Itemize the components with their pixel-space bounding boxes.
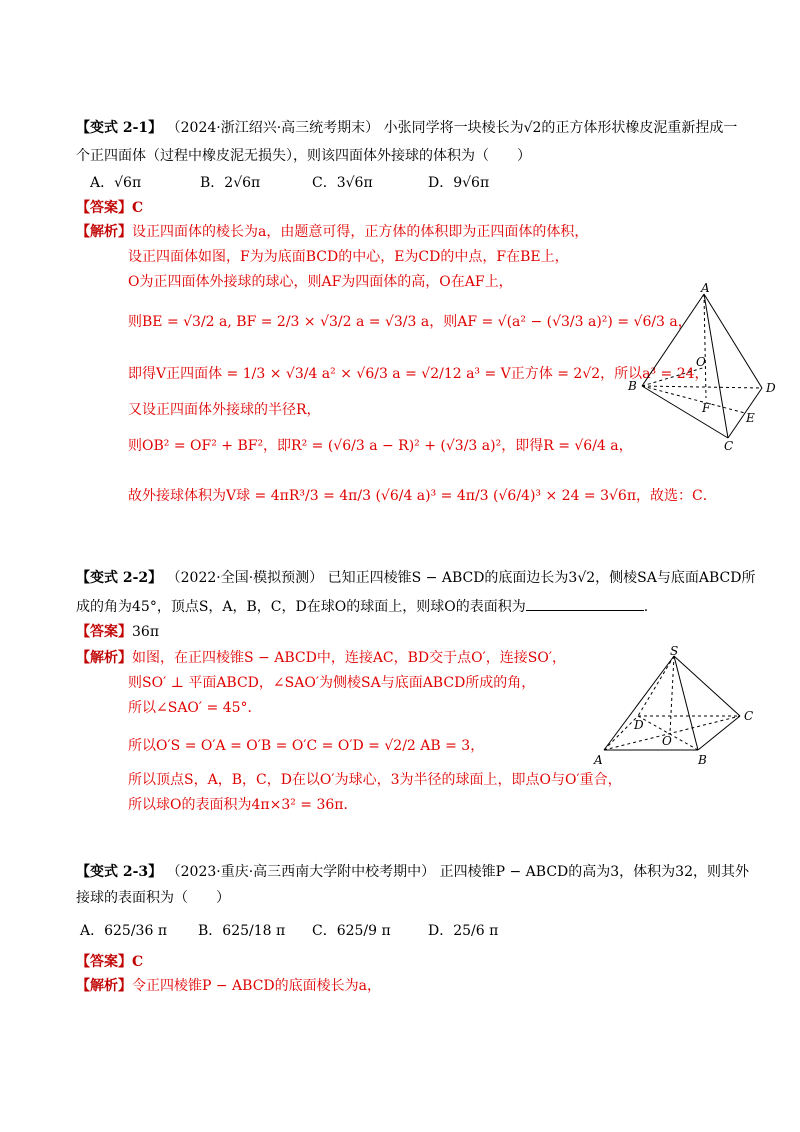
p2-answer-value: 36π <box>132 624 160 640</box>
p1-analysis-s1: 设正四面体的棱长为a，由题意可得，正方体的体积即为正四面体的体积， <box>132 224 589 240</box>
p1-question-text1: 小张同学将一块棱长为√2的正方体形状橡皮泥重新捏成一 <box>383 120 738 136</box>
p1-analysis-s6: 又设正四面体外接球的半径R， <box>128 402 321 418</box>
fig1-label-e: E <box>746 411 755 425</box>
p1-analysis-s7: 则OB² = OF² + BF²，即R² = (√6/3 a − R)² + (√3/3 a)²，即得R = √6/4 a， <box>128 438 633 454</box>
p3-option-a: A．625/36 π <box>80 923 168 939</box>
fig1-label-c: C <box>724 439 734 452</box>
p3-answer-label: 【答案】 <box>76 954 132 970</box>
p1-question-line1 <box>76 118 737 138</box>
p2-question-text1: 已知正四棱锥S − ABCD的底面边长为3√2，侧棱SA与底面ABCD所 <box>327 570 756 586</box>
fig2-label-d: D <box>634 718 644 732</box>
p1-option-d: D．9√6π <box>428 175 490 191</box>
p2-analysis-s5: 所以顶点S，A，B，C，D在以O′为球心，3为半径的球面上，即点O与O′重合， <box>128 772 622 788</box>
p2-question-text2: 成的角为45°，顶点S，A，B，C，D在球O的球面上，则球O的表面积为 <box>76 599 526 615</box>
p3-analysis-line1 <box>76 976 381 996</box>
p2-heading: 【变式 2-2】 <box>76 570 163 586</box>
p2-analysis-s4: 所以O′S = O′A = O′B = O′C = O′D = √2/2 AB = 3， <box>128 738 485 754</box>
p2-answer-label: 【答案】 <box>76 624 132 640</box>
tetrahedron-figure <box>620 282 785 452</box>
p3-question-line2: 接球的表面积为（ ） <box>76 890 230 906</box>
fig1-label-d: D <box>766 381 776 395</box>
p3-analysis-label: 【解析】 <box>76 978 132 994</box>
p1-heading: 【变式 2-1】 <box>76 120 163 136</box>
p2-analysis-s1: 如图，在正四棱锥S − ABCD中，连接AC，BD交于点O′，连接SO′， <box>132 650 567 666</box>
p2-answer-blank <box>526 596 644 611</box>
p1-answer-value: C <box>132 200 144 216</box>
p2-question-line2 <box>76 596 648 617</box>
p2-analysis-s6: 所以球O的表面积为4π×3² = 36π． <box>128 797 358 813</box>
p2-question-line1 <box>76 568 755 588</box>
p2-source: （2022·全国·模拟预测） <box>166 570 324 586</box>
p2-question-end: . <box>643 599 649 615</box>
fig2-label-b: B <box>698 753 707 767</box>
p2-answer-line <box>76 622 159 642</box>
pyramid-figure <box>590 646 765 772</box>
p2-analysis-s2: 则SO′ ⊥ 平面ABCD，∠SAO′为侧棱SA与底面ABCD所成的角， <box>128 675 536 691</box>
p3-option-d: D．25/6 π <box>428 923 499 939</box>
p1-analysis-s5: 即得V正四面体 = 1/3 × √3/4 a² × √6/3 a = √2/12 a³ = V正方体 = 2√2，所以a³ = 24， <box>128 366 709 382</box>
p2-analysis-s3: 所以∠SAO′ = 45°． <box>128 700 262 716</box>
fig2-label-o: O <box>662 734 672 748</box>
p2-analysis-label: 【解析】 <box>76 650 132 666</box>
p1-option-c: C．3√6π <box>312 175 373 191</box>
fig2-label-s: S <box>670 646 679 658</box>
p1-source: （2024·浙江绍兴·高三统考期末） <box>166 120 380 136</box>
p3-analysis-s1: 令正四棱锥P − ABCD的底面棱长为a， <box>132 978 381 994</box>
p1-analysis-label: 【解析】 <box>76 224 132 240</box>
p3-heading: 【变式 2-3】 <box>76 864 163 880</box>
p1-analysis-s2: 设正四面体如图，F为为底面BCD的中心，E为CD的中点，F在BE上， <box>128 249 569 265</box>
fig2-label-c: C <box>744 709 754 723</box>
p3-question-text1: 正四棱锥P − ABCD的高为3，体积为32，则其外 <box>439 864 749 880</box>
p3-source: （2023·重庆·高三西南大学附中校考期中） <box>166 864 436 880</box>
p1-option-a: A．√6π <box>90 175 142 191</box>
fig2-label-a: A <box>594 753 603 767</box>
p3-option-b: B．625/18 π <box>198 923 286 939</box>
p3-answer-value: C <box>132 954 144 970</box>
fig1-label-f: F <box>702 401 711 415</box>
p1-analysis-line1 <box>76 222 588 242</box>
fig1-label-b: B <box>628 379 637 393</box>
p1-analysis-s8: 故外接球体积为V球 = 4πR³/3 = 4π/3 (√6/4 a)³ = 4π/3 (√6/4)³ × 24 = 3√6π，故选：C． <box>128 488 717 504</box>
p1-analysis-s4: 则BE = √3/2 a, BF = 2/3 × √3/2 a = √3/3 a，则AF = √(a² − (√3/3 a)²) = √6/3 a， <box>128 314 692 330</box>
p1-answer-label: 【答案】 <box>76 200 132 216</box>
p3-question-line1 <box>76 862 749 882</box>
p2-analysis-line1 <box>76 648 566 668</box>
p3-option-c: C．625/9 π <box>312 923 391 939</box>
fig1-label-a: A <box>701 282 710 295</box>
p1-option-b: B．2√6π <box>200 175 261 191</box>
p3-answer-line <box>76 952 143 972</box>
p1-question-line2: 个正四面体（过程中橡皮泥无损失），则该四面体外接球的体积为（ ） <box>76 148 531 164</box>
p1-answer-line <box>76 198 143 218</box>
fig1-label-o: O <box>696 355 706 369</box>
p1-analysis-s3: O为正四面体外接球的球心，则AF为四面体的高，O在AF上， <box>128 274 513 290</box>
